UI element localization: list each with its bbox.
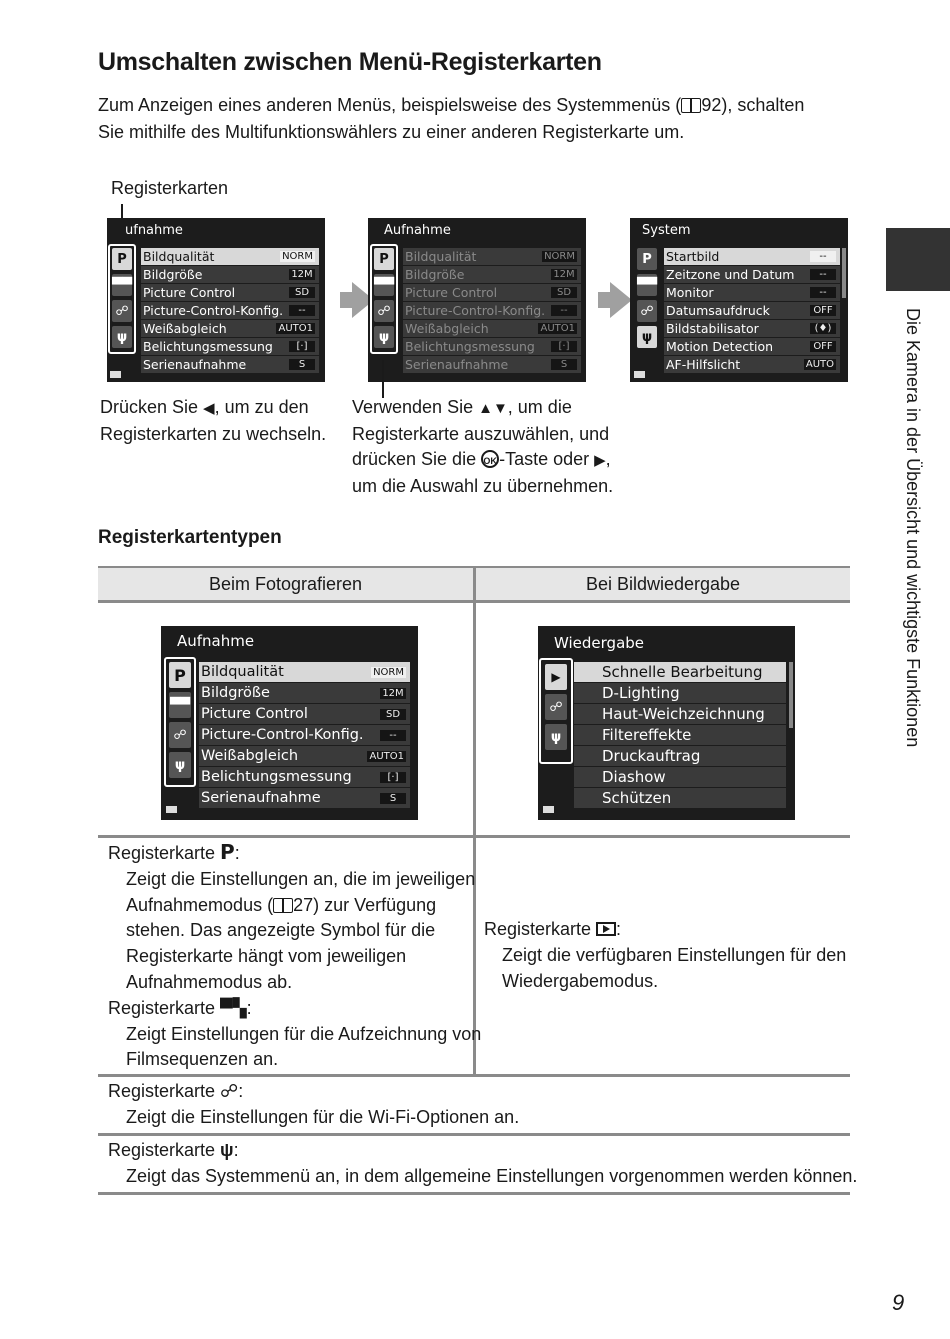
chapter-side-tab — [886, 228, 950, 291]
menu-item: Picture-Control-Konfig. -- — [403, 302, 581, 319]
table-rule — [98, 1133, 850, 1136]
menu-item: Bildqualität NORM — [403, 248, 581, 265]
menu-item[interactable]: Picture Control SD — [141, 284, 319, 301]
chapter-side-label: Die Kamera in der Übersicht und wichtigste Funktionen — [903, 308, 923, 748]
screen-header: Wiedergabe — [554, 634, 645, 652]
cell-p-tab: Registerkarte P: Zeigt die Einstellungen an, die im jeweiligen Aufnahmemodus ( 27) zur Verfügung stehen. Das angezeigte Symbol für die Registerkarte hängt vom jeweiligen Aufnahmemodus ab. Registerkarte ▀▚: Zeigt Einstellungen für die Aufzeichnung von Filmsequenzen an. — [108, 840, 482, 1070]
menu-item: Picture Control SD — [403, 284, 581, 301]
cell-play-tab: Registerkarte : Zeigt die verfügbaren Einstellungen für den Wiedergabemodus. — [484, 919, 847, 991]
battery-icon — [110, 371, 121, 378]
menu-item[interactable]: Druckauftrag — [574, 746, 786, 766]
menu-item[interactable]: Haut-Weichzeichnung — [574, 704, 786, 724]
screen-aufnahme-small — [107, 218, 325, 382]
menu-item[interactable]: Zeitzone und Datum -- — [664, 266, 840, 283]
menu-item[interactable]: Filtereffekte — [574, 725, 786, 745]
cell-wifi-tab: Registerkarte ☍: Zeigt die Einstellungen für die Wi-Fi-Optionen an. — [108, 1081, 520, 1127]
table-rule — [98, 1192, 850, 1195]
menu-item[interactable]: Belichtungsmessung [·] — [199, 767, 410, 787]
menu-item[interactable]: Bildqualität NORM — [141, 248, 319, 265]
tab-wrench-icon[interactable]: ψ — [374, 326, 394, 348]
caption-left: Drücken Sie ◀, um zu den Registerkarten zu wechseln. — [100, 397, 327, 444]
tab-p-icon[interactable]: P — [374, 248, 394, 270]
tab-play-icon[interactable]: ▶ — [545, 664, 567, 690]
wrench-icon: ψ — [220, 1140, 234, 1160]
table-header-shooting: Beim Fotografieren — [98, 568, 473, 600]
tab-wrench-icon[interactable]: ψ — [169, 752, 191, 778]
menu-item[interactable]: Belichtungsmessung [·] — [141, 338, 319, 355]
page-title: Umschalten zwischen Menü-Registerkarten — [98, 48, 602, 76]
screen-header: System — [642, 223, 691, 238]
menu-item[interactable]: Bildqualität NORM — [199, 662, 410, 682]
table-rule — [98, 1074, 850, 1077]
intro-ref-page[interactable]: 92 — [701, 95, 722, 115]
triangle-left-icon: ◀ — [203, 400, 215, 417]
tab-highlight-frame — [108, 244, 136, 354]
menu-item[interactable]: Picture-Control-Konfig. -- — [141, 302, 319, 319]
menu-item[interactable]: Bildgröße 12M — [199, 683, 410, 703]
tab-wifi-icon[interactable]: ☍ — [637, 300, 657, 322]
battery-icon — [634, 371, 645, 378]
menu-item[interactable]: Serienaufnahme S — [141, 356, 319, 373]
cell-system-tab: Registerkarte ψ: Zeigt das Systemmenü an, in dem allgemeine Einstellungen vorgenommen werden können. — [108, 1140, 858, 1186]
tab-wifi-icon[interactable]: ☍ — [169, 722, 191, 748]
scrollbar[interactable] — [842, 248, 846, 298]
menu-item: Bildgröße 12M — [403, 266, 581, 283]
menu-item: Serienaufnahme S — [403, 356, 581, 373]
page-number: 9 — [892, 1290, 905, 1315]
screen-aufnahme-large — [161, 626, 418, 820]
menu-item: Weißabgleich AUTO1 — [403, 320, 581, 337]
menu-item[interactable]: Weißabgleich AUTO1 — [141, 320, 319, 337]
menu-item[interactable]: Bildgröße 12M — [141, 266, 319, 283]
tab-movie-icon[interactable]: ▀▀ — [374, 274, 394, 296]
menu-item[interactable]: Bildstabilisator (♦) — [664, 320, 840, 337]
page-reference-icon — [273, 898, 293, 913]
menu-item[interactable]: D-Lighting — [574, 683, 786, 703]
movie-icon: ▀▚ — [220, 997, 247, 1018]
tabs-callout-label: Registerkarten — [111, 178, 229, 198]
screen-system — [630, 218, 848, 382]
tab-p-icon[interactable]: P — [637, 248, 657, 270]
middle-callout-line — [382, 360, 384, 398]
table-rule — [98, 835, 850, 838]
screen-header: Aufnahme — [177, 632, 255, 650]
menu-item[interactable]: Diashow — [574, 767, 786, 787]
menu-item[interactable]: Schnelle Bearbeitung — [574, 662, 786, 682]
tab-p-icon[interactable]: P — [169, 662, 191, 688]
intro-text-a: Zum Anzeigen eines anderen Menüs, beispielsweise des Systemmenüs ( — [98, 95, 682, 115]
intro-paragraph — [98, 92, 828, 146]
p-mode-icon: P — [220, 840, 235, 864]
tab-movie-icon[interactable]: ▀▀ — [112, 274, 132, 296]
wifi-icon: ☍ — [220, 1081, 239, 1101]
section-subtitle: Registerkartentypen — [98, 527, 282, 548]
menu-item[interactable]: Monitor -- — [664, 284, 840, 301]
screen-header: Aufnahme — [384, 223, 451, 238]
menu-item[interactable]: Picture-Control-Konfig. -- — [199, 725, 410, 745]
screen-header: ufnahme — [125, 223, 183, 238]
screen-aufnahme-tab-selected — [368, 218, 586, 382]
tab-highlight-frame — [164, 657, 196, 787]
tab-wrench-icon[interactable]: ψ — [637, 326, 657, 348]
menu-item[interactable]: Motion Detection OFF — [664, 338, 840, 355]
page-reference-icon — [681, 98, 701, 113]
arrow-right-icon — [610, 282, 632, 318]
tab-wrench-icon[interactable]: ψ — [112, 326, 132, 348]
screen-wiedergabe — [538, 626, 795, 820]
tab-p-icon[interactable]: P — [112, 248, 132, 270]
menu-item: Belichtungsmessung [·] — [403, 338, 581, 355]
tab-highlight-frame — [539, 658, 573, 764]
menu-item[interactable]: Weißabgleich AUTO1 — [199, 746, 410, 766]
play-icon — [596, 922, 616, 936]
menu-item[interactable]: Picture Control SD — [199, 704, 410, 724]
battery-icon — [166, 806, 177, 813]
menu-item[interactable]: AF-Hilfslicht AUTO — [664, 356, 840, 373]
caption-middle: Verwenden Sie ▲▼, um die Registerkarte auszuwählen, und drücken Sie die OK -Taste oder ▶, um die Auswahl zu übernehmen. — [352, 397, 614, 496]
tab-movie-icon[interactable]: ▀▀ — [637, 274, 657, 296]
tab-movie-icon[interactable]: ▀▀ — [169, 692, 191, 718]
tab-wifi-icon[interactable]: ☍ — [545, 694, 567, 720]
menu-item[interactable]: Datumsaufdruck OFF — [664, 302, 840, 319]
tab-wrench-icon[interactable]: ψ — [545, 724, 567, 750]
intro-text-b: ), schalten Sie mithilfe des Multifunktionswählers zu einer anderen Registerkarte um. — [98, 95, 805, 142]
tab-wifi-icon[interactable]: ☍ — [112, 300, 132, 322]
menu-item[interactable]: Startbild -- — [664, 248, 840, 265]
table-header-playback: Bei Bildwiedergabe — [476, 568, 850, 600]
battery-icon — [543, 806, 554, 813]
tab-wifi-icon[interactable]: ☍ — [374, 300, 394, 322]
triangle-right-icon: ▶ — [594, 452, 606, 469]
triangle-up-down-icon: ▲▼ — [478, 400, 508, 417]
menu-item[interactable]: Serienaufnahme S — [199, 788, 410, 808]
tab-highlight-frame — [370, 244, 398, 354]
menu-item[interactable]: Schützen — [574, 788, 786, 808]
ok-button-icon: OK — [481, 450, 499, 468]
scrollbar[interactable] — [789, 662, 793, 728]
